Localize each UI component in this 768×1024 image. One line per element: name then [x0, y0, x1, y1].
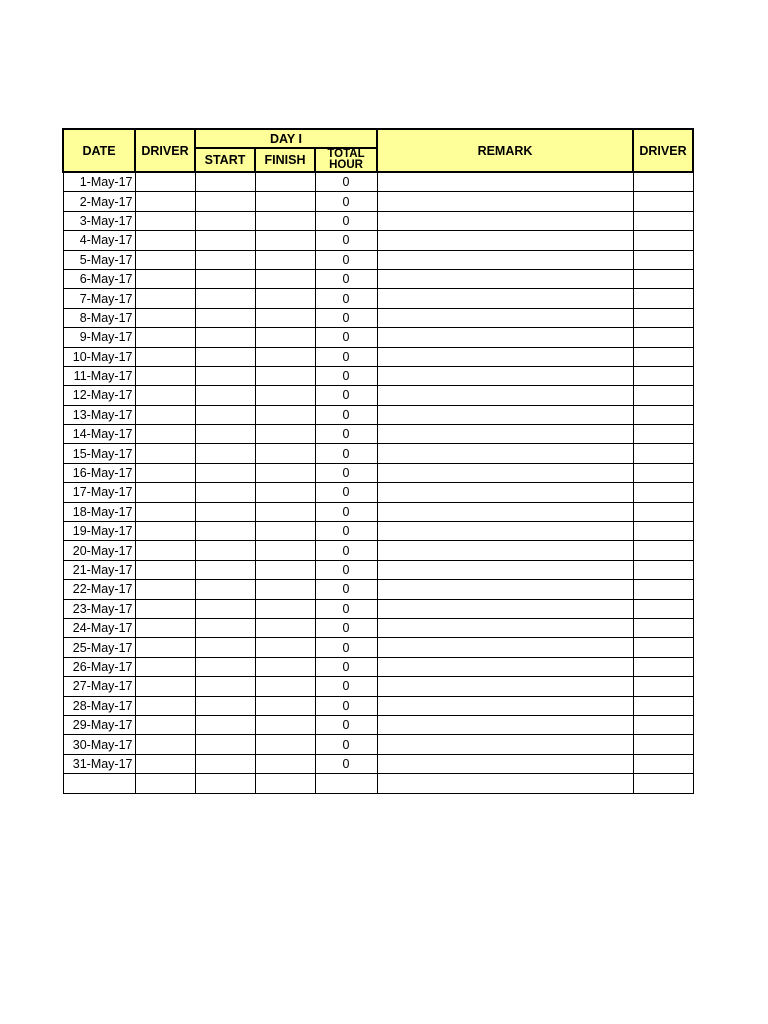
finish-cell[interactable] [255, 444, 315, 463]
driver-right-cell[interactable] [633, 192, 693, 211]
driver-cell[interactable] [135, 172, 195, 192]
total-hour-cell: 0 [315, 483, 377, 502]
remark-cell[interactable] [377, 483, 633, 502]
driver-cell[interactable] [135, 541, 195, 560]
start-cell[interactable] [195, 715, 255, 734]
date-cell: 4-May-17 [63, 231, 135, 250]
driver-right-cell[interactable] [633, 366, 693, 385]
finish-cell[interactable] [255, 289, 315, 308]
start-cell[interactable] [195, 599, 255, 618]
date-cell: 2-May-17 [63, 192, 135, 211]
start-cell[interactable] [195, 231, 255, 250]
driver-right-cell[interactable] [633, 502, 693, 521]
start-cell[interactable] [195, 754, 255, 773]
start-cell[interactable] [195, 580, 255, 599]
date-cell: 20-May-17 [63, 541, 135, 560]
driver-cell[interactable] [135, 347, 195, 366]
table-row [63, 599, 693, 618]
start-cell[interactable] [195, 328, 255, 347]
driver-right-cell[interactable] [633, 774, 693, 793]
driver-right-cell[interactable] [633, 735, 693, 754]
finish-cell[interactable] [255, 405, 315, 424]
remark-cell[interactable] [377, 172, 633, 192]
driver-right-cell[interactable] [633, 618, 693, 637]
driver-cell[interactable] [135, 735, 195, 754]
driver-right-cell[interactable] [633, 425, 693, 444]
finish-cell[interactable] [255, 560, 315, 579]
total-hour-cell: 0 [315, 618, 377, 637]
total-hour-cell: 0 [315, 366, 377, 385]
table-row [63, 677, 693, 696]
driver-cell[interactable] [135, 231, 195, 250]
finish-cell[interactable] [255, 366, 315, 385]
start-cell[interactable] [195, 211, 255, 230]
total-hour-cell: 0 [315, 754, 377, 773]
table-header [63, 129, 693, 172]
remark-cell[interactable] [377, 366, 633, 385]
date-cell: 27-May-17 [63, 677, 135, 696]
table-row [63, 502, 693, 521]
date-cell: 29-May-17 [63, 715, 135, 734]
finish-cell[interactable] [255, 522, 315, 541]
driver-cell[interactable] [135, 211, 195, 230]
remark-cell[interactable] [377, 522, 633, 541]
start-cell[interactable] [195, 250, 255, 269]
driver-cell[interactable] [135, 657, 195, 676]
total-hour-cell: 0 [315, 580, 377, 599]
driver-cell[interactable] [135, 192, 195, 211]
finish-cell[interactable] [255, 580, 315, 599]
driver-right-cell[interactable] [633, 308, 693, 327]
finish-cell[interactable] [255, 386, 315, 405]
remark-cell[interactable] [377, 502, 633, 521]
remark-cell[interactable] [377, 289, 633, 308]
driver-right-cell[interactable] [633, 269, 693, 288]
date-cell: 31-May-17 [63, 754, 135, 773]
remark-cell[interactable] [377, 308, 633, 327]
driver-cell[interactable] [135, 618, 195, 637]
start-cell[interactable] [195, 522, 255, 541]
date-cell: 16-May-17 [63, 463, 135, 482]
finish-cell[interactable] [255, 677, 315, 696]
start-cell[interactable] [195, 308, 255, 327]
driver-right-cell[interactable] [633, 483, 693, 502]
driver-right-cell[interactable] [633, 541, 693, 560]
start-cell[interactable] [195, 735, 255, 754]
remark-cell[interactable] [377, 231, 633, 250]
start-cell[interactable] [195, 269, 255, 288]
start-cell[interactable] [195, 366, 255, 385]
finish-cell[interactable] [255, 657, 315, 676]
remark-cell[interactable] [377, 754, 633, 773]
driver-cell[interactable] [135, 328, 195, 347]
date-cell: 25-May-17 [63, 638, 135, 657]
start-cell[interactable] [195, 541, 255, 560]
finish-cell[interactable] [255, 483, 315, 502]
finish-cell[interactable] [255, 250, 315, 269]
start-cell[interactable] [195, 192, 255, 211]
driver-cell[interactable] [135, 677, 195, 696]
table-row [63, 560, 693, 579]
driver-right-cell[interactable] [633, 405, 693, 424]
total-hour-cell: 0 [315, 250, 377, 269]
driver-cell[interactable] [135, 386, 195, 405]
finish-cell[interactable] [255, 696, 315, 715]
table-row [63, 735, 693, 754]
table-row [63, 269, 693, 288]
finish-cell[interactable] [255, 774, 315, 793]
total-hour-cell: 0 [315, 172, 377, 192]
driver-right-cell[interactable] [633, 211, 693, 230]
driver-right-cell[interactable] [633, 250, 693, 269]
driver-cell[interactable] [135, 599, 195, 618]
driver-cell[interactable] [135, 444, 195, 463]
total-hour-cell: 0 [315, 269, 377, 288]
start-cell[interactable] [195, 425, 255, 444]
finish-cell[interactable] [255, 618, 315, 637]
finish-cell[interactable] [255, 347, 315, 366]
finish-cell[interactable] [255, 308, 315, 327]
finish-cell[interactable] [255, 425, 315, 444]
table-row [63, 715, 693, 734]
remark-cell[interactable] [377, 735, 633, 754]
remark-cell[interactable] [377, 192, 633, 211]
driver-cell[interactable] [135, 289, 195, 308]
date-cell: 14-May-17 [63, 425, 135, 444]
table-row [63, 580, 693, 599]
table-row [63, 211, 693, 230]
driver-cell[interactable] [135, 560, 195, 579]
driver-right-cell[interactable] [633, 444, 693, 463]
date-cell: 22-May-17 [63, 580, 135, 599]
date-cell: 21-May-17 [63, 560, 135, 579]
date-cell: 28-May-17 [63, 696, 135, 715]
table-body [63, 172, 693, 793]
driver-cell[interactable] [135, 483, 195, 502]
remark-cell[interactable] [377, 599, 633, 618]
total-hour-header: TOTAL HOUR [315, 148, 377, 172]
date-cell [63, 774, 135, 793]
total-hour-cell: 0 [315, 328, 377, 347]
start-cell[interactable] [195, 638, 255, 657]
driver-right-cell[interactable] [633, 560, 693, 579]
total-hour-cell: 0 [315, 192, 377, 211]
total-hour-cell: 0 [315, 541, 377, 560]
remark-cell[interactable] [377, 463, 633, 482]
driver-cell[interactable] [135, 696, 195, 715]
total-hour-cell: 0 [315, 677, 377, 696]
driver-cell[interactable] [135, 269, 195, 288]
finish-cell[interactable] [255, 638, 315, 657]
total-hour-cell: 0 [315, 425, 377, 444]
start-cell[interactable] [195, 172, 255, 192]
remark-cell[interactable] [377, 638, 633, 657]
table-row [63, 308, 693, 327]
driver-timesheet-table [62, 128, 694, 794]
driver-right-cell[interactable] [633, 638, 693, 657]
date-cell: 5-May-17 [63, 250, 135, 269]
table-row [63, 638, 693, 657]
table-row [63, 463, 693, 482]
finish-cell[interactable] [255, 231, 315, 250]
date-cell: 3-May-17 [63, 211, 135, 230]
date-cell: 23-May-17 [63, 599, 135, 618]
driver-cell[interactable] [135, 580, 195, 599]
total-hour-cell: 0 [315, 715, 377, 734]
driver-cell[interactable] [135, 308, 195, 327]
total-hour-cell: 0 [315, 231, 377, 250]
total-hour-cell: 0 [315, 463, 377, 482]
table-row [63, 172, 693, 192]
table-row [63, 774, 693, 793]
driver-cell[interactable] [135, 522, 195, 541]
finish-cell[interactable] [255, 463, 315, 482]
table-row [63, 425, 693, 444]
remark-cell[interactable] [377, 580, 633, 599]
driver-right-cell[interactable] [633, 463, 693, 482]
remark-cell[interactable] [377, 560, 633, 579]
remark-cell[interactable] [377, 774, 633, 793]
total-hour-cell: 0 [315, 502, 377, 521]
driver-right-cell[interactable] [633, 754, 693, 773]
driver-right-cell[interactable] [633, 386, 693, 405]
remark-cell[interactable] [377, 715, 633, 734]
date-cell: 6-May-17 [63, 269, 135, 288]
remark-cell[interactable] [377, 677, 633, 696]
date-cell: 18-May-17 [63, 502, 135, 521]
date-cell: 9-May-17 [63, 328, 135, 347]
driver-right-cell[interactable] [633, 715, 693, 734]
total-hour-cell: 0 [315, 657, 377, 676]
finish-cell[interactable] [255, 541, 315, 560]
finish-cell[interactable] [255, 211, 315, 230]
start-cell[interactable] [195, 444, 255, 463]
driver-right-cell[interactable] [633, 599, 693, 618]
table-row [63, 347, 693, 366]
driver-cell[interactable] [135, 638, 195, 657]
remark-cell[interactable] [377, 347, 633, 366]
table-row [63, 289, 693, 308]
driver-right-cell[interactable] [633, 657, 693, 676]
finish-cell[interactable] [255, 328, 315, 347]
driver-cell[interactable] [135, 463, 195, 482]
remark-cell[interactable] [377, 541, 633, 560]
start-cell[interactable] [195, 502, 255, 521]
date-cell: 30-May-17 [63, 735, 135, 754]
start-cell[interactable] [195, 618, 255, 637]
total-hour-cell: 0 [315, 599, 377, 618]
start-cell[interactable] [195, 386, 255, 405]
table-row [63, 522, 693, 541]
total-hour-cell: 0 [315, 308, 377, 327]
date-header: DATE [63, 129, 135, 172]
driver-cell[interactable] [135, 502, 195, 521]
date-cell: 13-May-17 [63, 405, 135, 424]
total-hour-cell: 0 [315, 211, 377, 230]
table-row [63, 696, 693, 715]
remark-cell[interactable] [377, 250, 633, 269]
driver-cell[interactable] [135, 425, 195, 444]
start-cell[interactable] [195, 347, 255, 366]
table-row [63, 386, 693, 405]
table-row [63, 657, 693, 676]
driver-cell[interactable] [135, 405, 195, 424]
table-row [63, 192, 693, 211]
finish-cell[interactable] [255, 192, 315, 211]
total-hour-cell: 0 [315, 289, 377, 308]
driver-header: DRIVER [135, 129, 195, 172]
driver-cell[interactable] [135, 366, 195, 385]
table-row [63, 754, 693, 773]
finish-header: FINISH [255, 148, 315, 172]
start-cell[interactable] [195, 774, 255, 793]
remark-cell[interactable] [377, 405, 633, 424]
date-cell: 24-May-17 [63, 618, 135, 637]
start-cell[interactable] [195, 289, 255, 308]
date-cell: 12-May-17 [63, 386, 135, 405]
total-hour-cell [315, 774, 377, 793]
remark-cell[interactable] [377, 328, 633, 347]
driver-cell[interactable] [135, 754, 195, 773]
finish-cell[interactable] [255, 735, 315, 754]
remark-cell[interactable] [377, 696, 633, 715]
driver-header-right: DRIVER [633, 129, 693, 172]
start-cell[interactable] [195, 657, 255, 676]
start-cell[interactable] [195, 405, 255, 424]
driver-right-cell[interactable] [633, 328, 693, 347]
start-header: START [195, 148, 255, 172]
remark-cell[interactable] [377, 618, 633, 637]
start-cell[interactable] [195, 560, 255, 579]
finish-cell[interactable] [255, 269, 315, 288]
driver-right-cell[interactable] [633, 522, 693, 541]
table-row [63, 483, 693, 502]
remark-cell[interactable] [377, 425, 633, 444]
table-row [63, 405, 693, 424]
driver-right-cell[interactable] [633, 172, 693, 192]
date-cell: 11-May-17 [63, 366, 135, 385]
start-cell[interactable] [195, 463, 255, 482]
date-cell: 17-May-17 [63, 483, 135, 502]
remark-cell[interactable] [377, 657, 633, 676]
driver-right-cell[interactable] [633, 696, 693, 715]
finish-cell[interactable] [255, 599, 315, 618]
table-row [63, 366, 693, 385]
table-row [63, 444, 693, 463]
finish-cell[interactable] [255, 715, 315, 734]
remark-cell[interactable] [377, 444, 633, 463]
date-cell: 15-May-17 [63, 444, 135, 463]
date-cell: 8-May-17 [63, 308, 135, 327]
total-hour-cell: 0 [315, 560, 377, 579]
total-hour-cell: 0 [315, 444, 377, 463]
total-hour-cell: 0 [315, 347, 377, 366]
total-hour-cell: 0 [315, 522, 377, 541]
day-header: DAY I [195, 129, 377, 148]
table-row [63, 328, 693, 347]
driver-cell[interactable] [135, 715, 195, 734]
finish-cell[interactable] [255, 754, 315, 773]
table-row [63, 250, 693, 269]
date-cell: 1-May-17 [63, 172, 135, 192]
remark-cell[interactable] [377, 386, 633, 405]
driver-right-cell[interactable] [633, 347, 693, 366]
finish-cell[interactable] [255, 502, 315, 521]
start-cell[interactable] [195, 677, 255, 696]
total-hour-cell: 0 [315, 405, 377, 424]
total-hour-cell: 0 [315, 638, 377, 657]
date-cell: 10-May-17 [63, 347, 135, 366]
driver-cell[interactable] [135, 774, 195, 793]
table-row [63, 231, 693, 250]
date-cell: 7-May-17 [63, 289, 135, 308]
driver-right-cell[interactable] [633, 580, 693, 599]
table-row [63, 541, 693, 560]
remark-header: REMARK [377, 129, 633, 172]
total-hour-cell: 0 [315, 386, 377, 405]
total-hour-cell: 0 [315, 735, 377, 754]
finish-cell[interactable] [255, 172, 315, 192]
start-cell[interactable] [195, 696, 255, 715]
driver-right-cell[interactable] [633, 289, 693, 308]
driver-right-cell[interactable] [633, 231, 693, 250]
start-cell[interactable] [195, 483, 255, 502]
date-cell: 19-May-17 [63, 522, 135, 541]
remark-cell[interactable] [377, 269, 633, 288]
date-cell: 26-May-17 [63, 657, 135, 676]
table-row [63, 618, 693, 637]
remark-cell[interactable] [377, 211, 633, 230]
driver-cell[interactable] [135, 250, 195, 269]
total-hour-cell: 0 [315, 696, 377, 715]
driver-right-cell[interactable] [633, 677, 693, 696]
